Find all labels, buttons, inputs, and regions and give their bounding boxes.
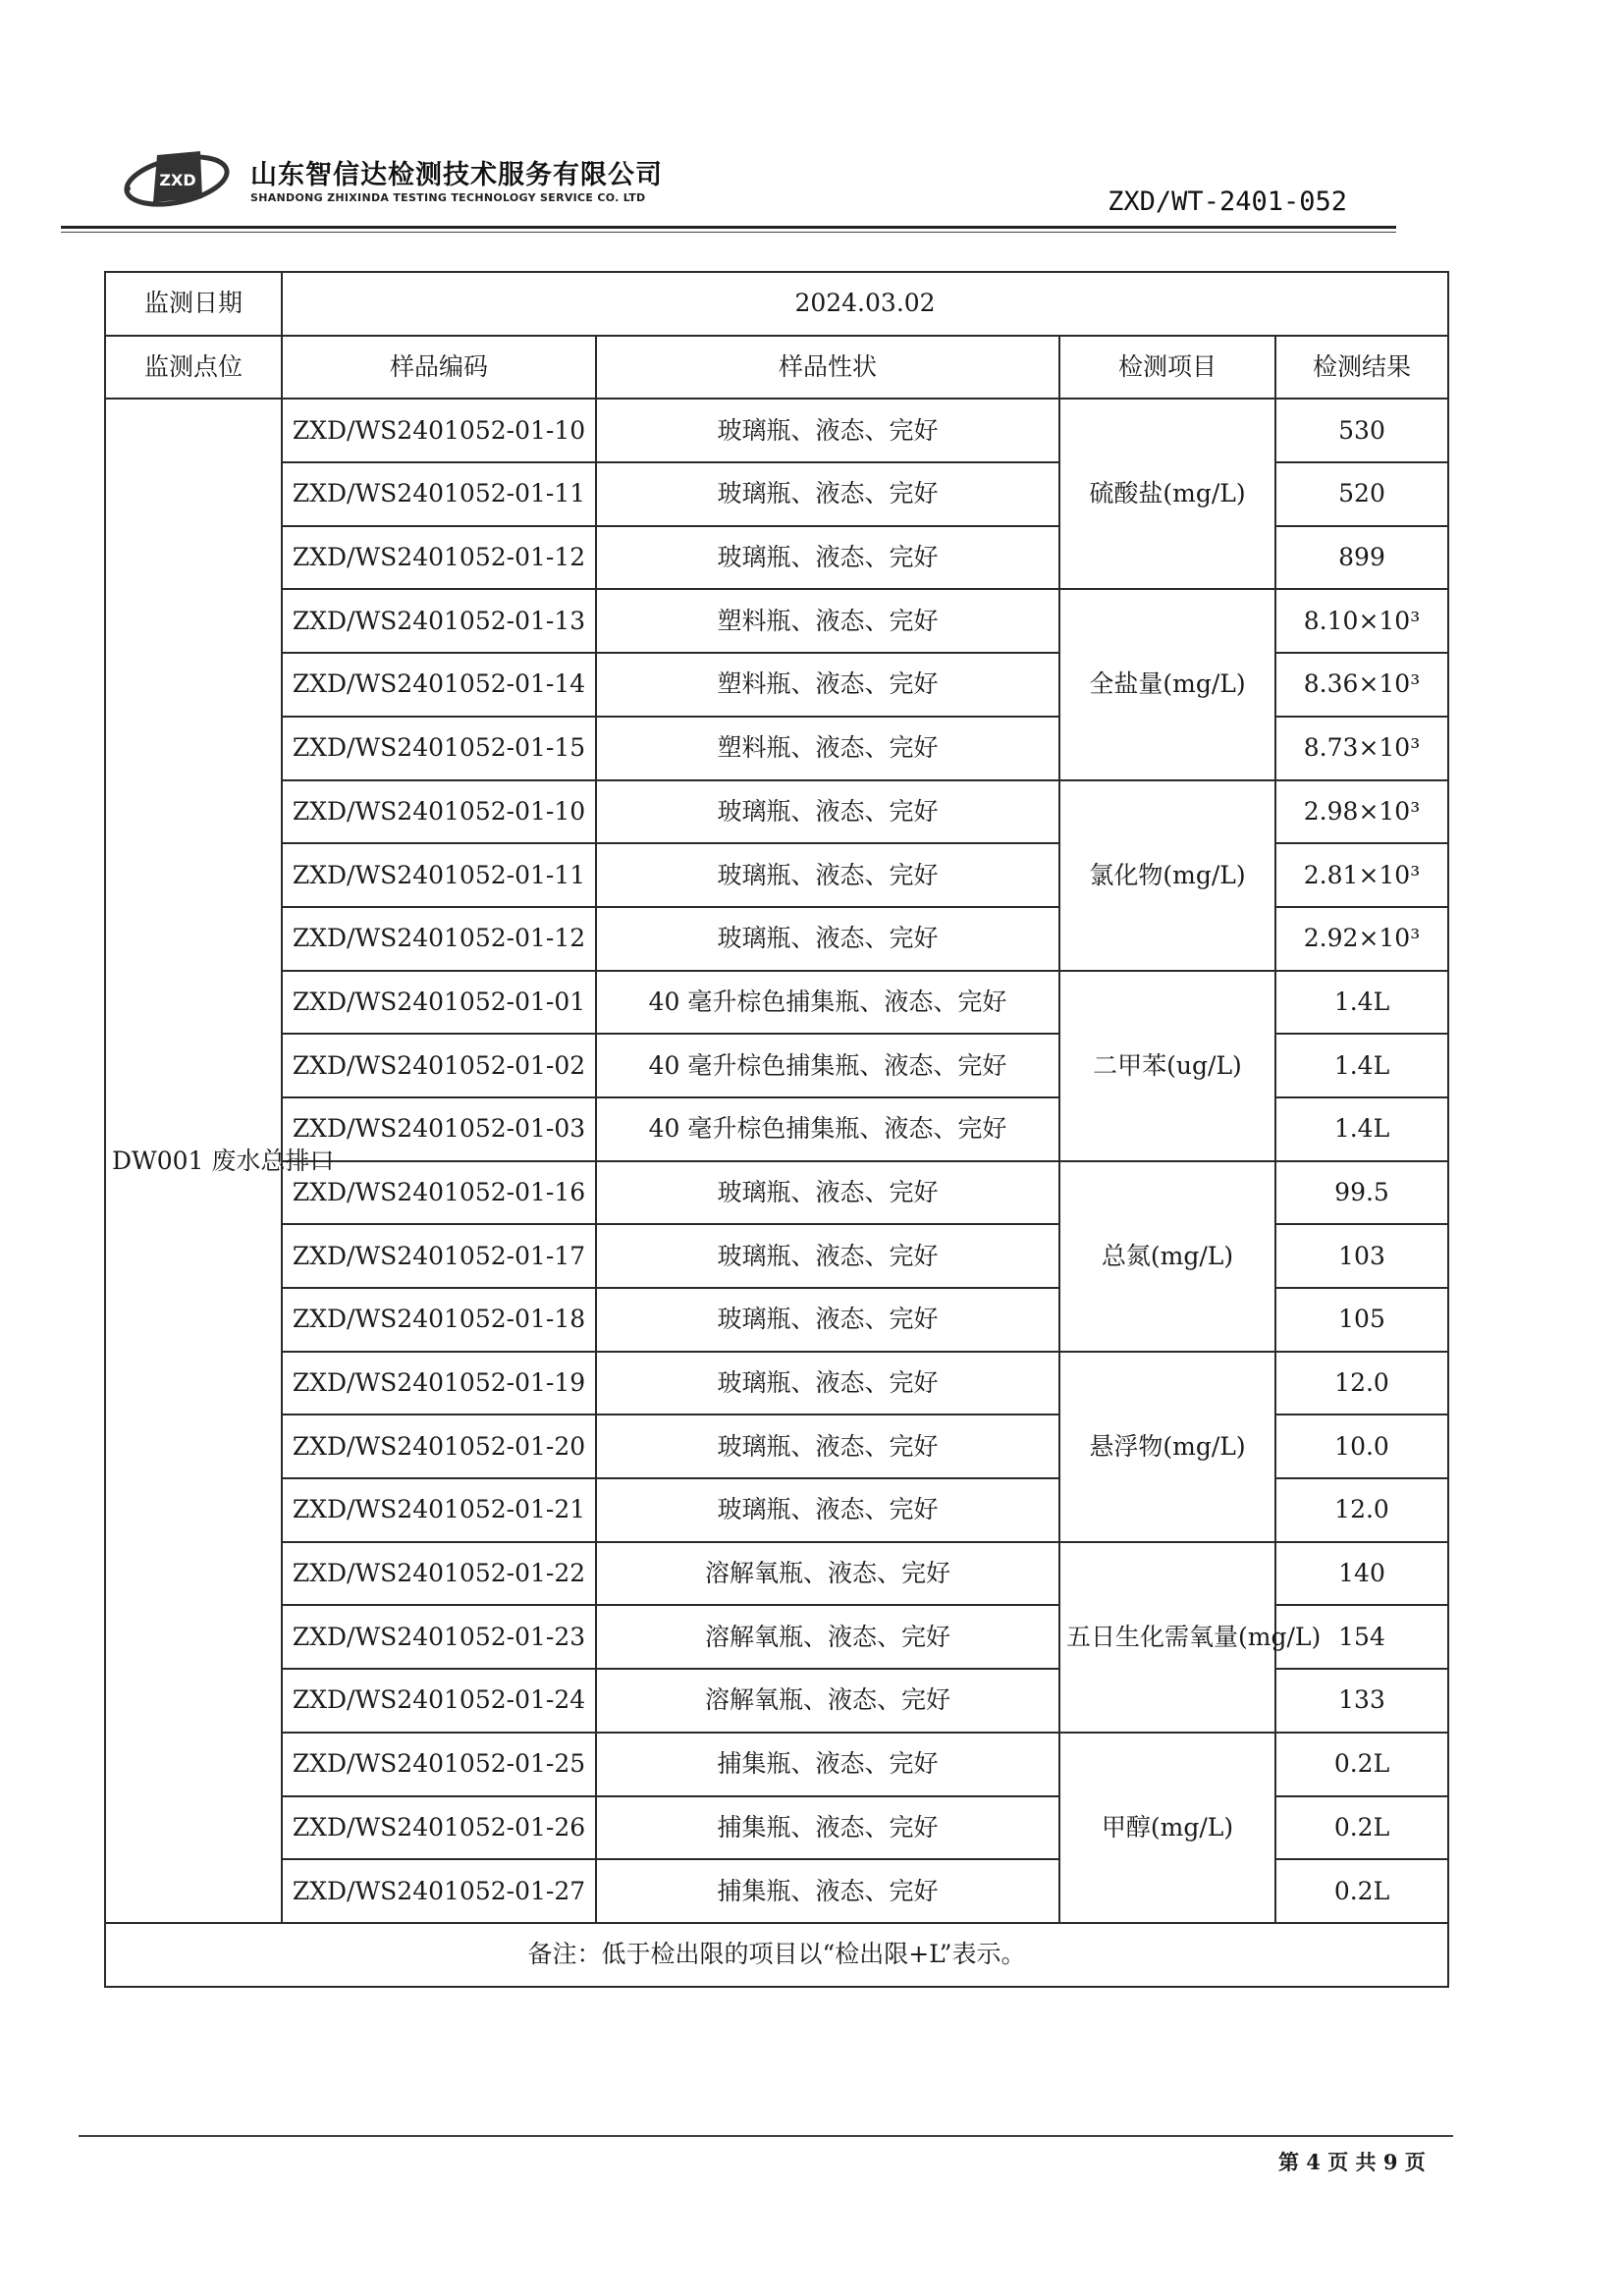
test-result: 1.4L: [1275, 1034, 1448, 1097]
sample-code: ZXD/WS2401052-01-22: [282, 1542, 596, 1606]
test-result: 140: [1275, 1542, 1448, 1606]
sample-code: ZXD/WS2401052-01-27: [282, 1859, 596, 1923]
table-row: [105, 1542, 1448, 1606]
column-header-result: 检测结果: [1275, 336, 1448, 400]
company-name-en: SHANDONG ZHIXINDA TESTING TECHNOLOGY SERVICE CO. LTD: [250, 191, 646, 204]
sample-state: 玻璃瓶、液态、完好: [596, 399, 1059, 462]
test-item: 五日生化需氧量(mg/L): [1059, 1542, 1275, 1733]
sample-state: 玻璃瓶、液态、完好: [596, 462, 1059, 526]
sample-code: ZXD/WS2401052-01-13: [282, 589, 596, 653]
test-result: 2.98×10³: [1275, 780, 1448, 844]
monitoring-results-table: [104, 271, 1449, 1988]
column-header-site: 监测点位: [105, 336, 282, 400]
sample-state: 玻璃瓶、液态、完好: [596, 1415, 1059, 1478]
document-number: ZXD/WT-2401-052: [1108, 187, 1347, 217]
test-result: 520: [1275, 462, 1448, 526]
table-row: [105, 780, 1448, 844]
test-result: 899: [1275, 526, 1448, 590]
test-result: 10.0: [1275, 1415, 1448, 1478]
test-result: 1.4L: [1275, 971, 1448, 1035]
date-value: 2024.03.02: [282, 272, 1448, 336]
test-result: 8.36×10³: [1275, 653, 1448, 717]
sample-code: ZXD/WS2401052-01-25: [282, 1733, 596, 1796]
test-result: 0.2L: [1275, 1733, 1448, 1796]
test-result: 0.2L: [1275, 1796, 1448, 1860]
sample-code: ZXD/WS2401052-01-14: [282, 653, 596, 717]
sample-state: 捕集瓶、液态、完好: [596, 1796, 1059, 1860]
sample-state: 玻璃瓶、液态、完好: [596, 1161, 1059, 1225]
test-item: 硫酸盐(mg/L): [1059, 399, 1275, 589]
sample-state: 40 毫升棕色捕集瓶、液态、完好: [596, 1097, 1059, 1161]
sample-code: ZXD/WS2401052-01-23: [282, 1605, 596, 1669]
test-result: 133: [1275, 1669, 1448, 1733]
sample-state: 溶解氧瓶、液态、完好: [596, 1605, 1059, 1669]
table-note: 备注：低于检出限的项目以“检出限+L”表示。: [105, 1923, 1448, 1987]
table-row: [105, 1352, 1448, 1415]
sample-state: 玻璃瓶、液态、完好: [596, 1352, 1059, 1415]
test-result: 12.0: [1275, 1478, 1448, 1542]
test-item: 总氮(mg/L): [1059, 1161, 1275, 1352]
test-item: 悬浮物(mg/L): [1059, 1352, 1275, 1542]
sample-code: ZXD/WS2401052-01-15: [282, 717, 596, 780]
sample-state: 玻璃瓶、液态、完好: [596, 526, 1059, 590]
sample-state: 塑料瓶、液态、完好: [596, 653, 1059, 717]
sample-state: 玻璃瓶、液态、完好: [596, 780, 1059, 844]
sample-state: 溶解氧瓶、液态、完好: [596, 1542, 1059, 1606]
test-result: 8.73×10³: [1275, 717, 1448, 780]
sample-code: ZXD/WS2401052-01-02: [282, 1034, 596, 1097]
sample-state: 捕集瓶、液态、完好: [596, 1859, 1059, 1923]
test-result: 530: [1275, 399, 1448, 462]
table-row: [105, 1733, 1448, 1796]
sample-code: ZXD/WS2401052-01-11: [282, 843, 596, 907]
table-row: [105, 589, 1448, 653]
table-row: [105, 971, 1448, 1035]
sample-state: 塑料瓶、液态、完好: [596, 717, 1059, 780]
sample-state: 40 毫升棕色捕集瓶、液态、完好: [596, 1034, 1059, 1097]
date-label: 监测日期: [105, 272, 282, 336]
sample-code: ZXD/WS2401052-01-10: [282, 399, 596, 462]
test-item: 全盐量(mg/L): [1059, 589, 1275, 779]
test-result: 0.2L: [1275, 1859, 1448, 1923]
test-result: 99.5: [1275, 1161, 1448, 1225]
test-result: 12.0: [1275, 1352, 1448, 1415]
sample-code: ZXD/WS2401052-01-16: [282, 1161, 596, 1225]
page-number: 第 4 页 共 9 页: [1278, 2150, 1426, 2174]
test-result: 103: [1275, 1224, 1448, 1288]
test-result: 8.10×10³: [1275, 589, 1448, 653]
test-result: 2.81×10³: [1275, 843, 1448, 907]
page-header: [118, 135, 1394, 234]
column-header-item: 检测项目: [1059, 336, 1275, 400]
note-row: [105, 1923, 1448, 1987]
logo-text: ZXD: [159, 171, 196, 189]
sample-code: ZXD/WS2401052-01-03: [282, 1097, 596, 1161]
date-row: [105, 272, 1448, 336]
test-result: 1.4L: [1275, 1097, 1448, 1161]
company-logo-icon: [118, 141, 236, 216]
company-name-cn: 山东智信达检测技术服务有限公司: [250, 160, 663, 190]
test-result: 154: [1275, 1605, 1448, 1669]
sample-code: ZXD/WS2401052-01-20: [282, 1415, 596, 1478]
sample-code: ZXD/WS2401052-01-19: [282, 1352, 596, 1415]
sample-code: ZXD/WS2401052-01-10: [282, 780, 596, 844]
sample-code: ZXD/WS2401052-01-26: [282, 1796, 596, 1860]
sample-code: ZXD/WS2401052-01-18: [282, 1288, 596, 1352]
sample-state: 40 毫升棕色捕集瓶、液态、完好: [596, 971, 1059, 1035]
header-rule: [61, 226, 1396, 229]
sample-state: 玻璃瓶、液态、完好: [596, 907, 1059, 971]
sample-code: ZXD/WS2401052-01-17: [282, 1224, 596, 1288]
sample-state: 塑料瓶、液态、完好: [596, 589, 1059, 653]
sample-state: 玻璃瓶、液态、完好: [596, 843, 1059, 907]
sample-code: ZXD/WS2401052-01-24: [282, 1669, 596, 1733]
monitoring-site: DW001 废水总排口: [105, 399, 282, 1923]
sample-code: ZXD/WS2401052-01-01: [282, 971, 596, 1035]
sample-state: 玻璃瓶、液态、完好: [596, 1478, 1059, 1542]
test-result: 2.92×10³: [1275, 907, 1448, 971]
test-item: 甲醇(mg/L): [1059, 1733, 1275, 1923]
sample-state: 溶解氧瓶、液态、完好: [596, 1669, 1059, 1733]
sample-state: 捕集瓶、液态、完好: [596, 1733, 1059, 1796]
column-header-state: 样品性状: [596, 336, 1059, 400]
sample-code: ZXD/WS2401052-01-11: [282, 462, 596, 526]
sample-code: ZXD/WS2401052-01-21: [282, 1478, 596, 1542]
footer-rule: [79, 2135, 1453, 2137]
sample-state: 玻璃瓶、液态、完好: [596, 1224, 1059, 1288]
sample-code: ZXD/WS2401052-01-12: [282, 907, 596, 971]
header-rule-thin: [61, 232, 1396, 233]
table-row: [105, 399, 1448, 462]
sample-state: 玻璃瓶、液态、完好: [596, 1288, 1059, 1352]
test-item: 二甲苯(ug/L): [1059, 971, 1275, 1161]
test-result: 105: [1275, 1288, 1448, 1352]
column-header-code: 样品编码: [282, 336, 596, 400]
column-header-row: [105, 336, 1448, 400]
sample-code: ZXD/WS2401052-01-12: [282, 526, 596, 590]
test-item: 氯化物(mg/L): [1059, 780, 1275, 971]
